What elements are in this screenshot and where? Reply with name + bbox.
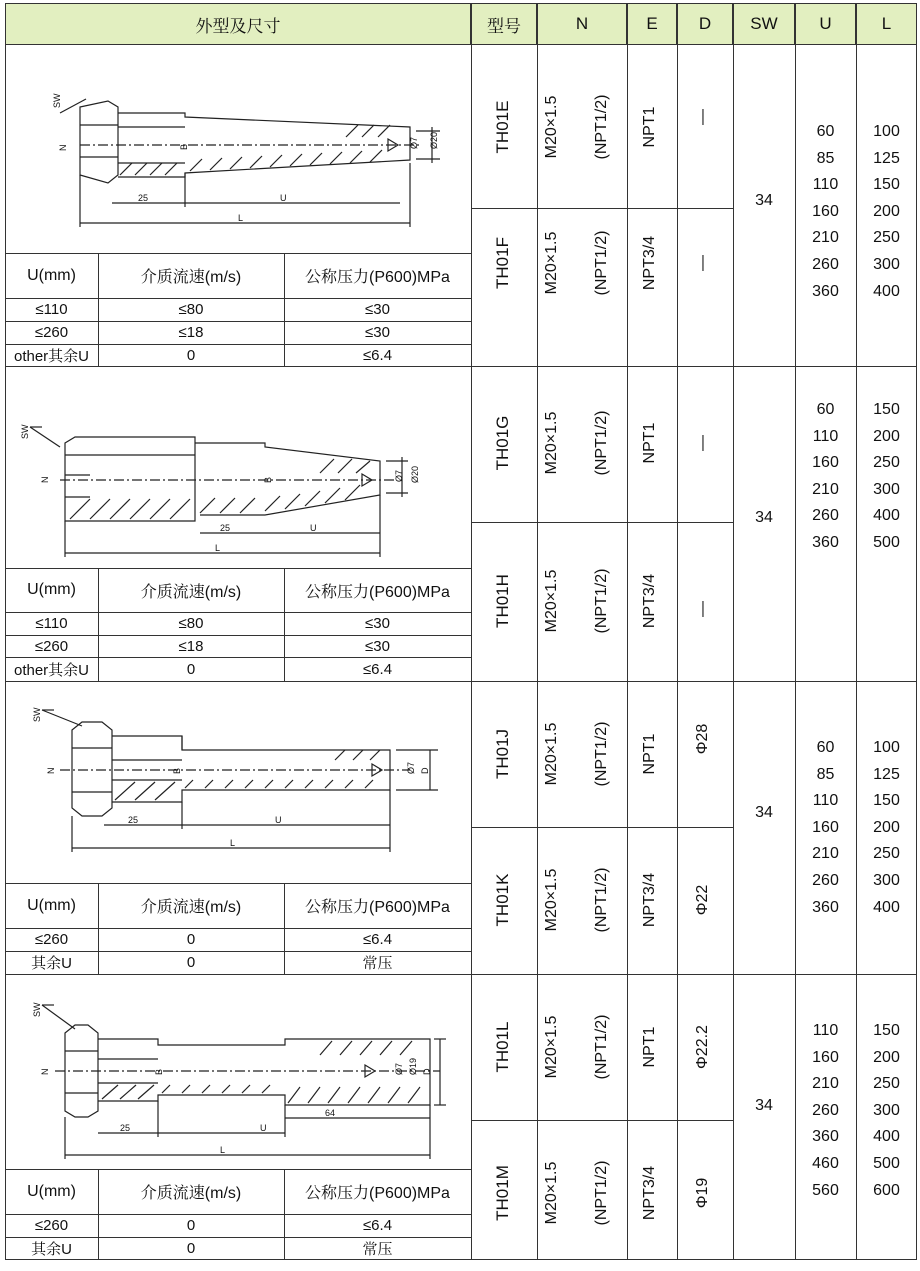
dim-64-label: 64 [325, 1108, 336, 1118]
u-value: 360 [812, 282, 839, 300]
divider [677, 45, 678, 1260]
model-separator [471, 208, 733, 209]
u-value: 260 [812, 871, 839, 889]
l-value: 300 [873, 871, 900, 889]
velocity-row-v: 0 [186, 1217, 196, 1234]
velocity-header-velocity: 介质流速(m/s) [140, 583, 242, 601]
model-d: — [694, 601, 711, 617]
divider [537, 45, 538, 1260]
model-separator [471, 1120, 733, 1121]
l-value-list [856, 397, 917, 557]
l-value: 300 [873, 255, 900, 273]
model-d: — [694, 435, 711, 451]
velocity-row-u: ≤110 [35, 301, 68, 318]
model-e: NPT1 [641, 106, 658, 148]
block-separator [5, 366, 916, 367]
dim-u-label: U [275, 815, 282, 825]
dim-l-label: L [230, 838, 236, 848]
dim-d20-label: Ø20 [429, 131, 439, 149]
velocity-row-v: 0 [186, 660, 196, 678]
u-value: 160 [812, 818, 839, 836]
dim-b-label: B [154, 1068, 164, 1075]
u-value: 260 [812, 507, 839, 525]
velocity-header-pressure: 公称压力(P600)MPa [305, 899, 450, 916]
dim-d7-label: Ø7 [406, 761, 416, 774]
u-value-list [795, 397, 856, 557]
model-n-thread: M20×1.5 [543, 411, 560, 475]
velocity-row-u: other其余U [13, 661, 90, 679]
dim-b-label: B [179, 143, 189, 150]
velocity-row-u: ≤260 [34, 637, 69, 655]
header-l: L [856, 3, 917, 45]
model-name: TH01L [493, 1021, 512, 1073]
dim-sw-label: SW [20, 424, 30, 439]
sw-value: 34 [755, 804, 773, 821]
dim-25-label: 25 [120, 1123, 131, 1133]
l-value: 500 [873, 533, 900, 551]
l-value: 200 [873, 818, 900, 836]
velocity-row-v: 0 [186, 1239, 196, 1257]
u-value-list [795, 119, 856, 305]
velocity-row-p: ≤6.4 [362, 1217, 393, 1234]
border [5, 1259, 916, 1260]
dim-d7-label: Ø7 [394, 1062, 404, 1075]
velocity-row-v: 0 [186, 954, 196, 971]
model-e: NPT3/4 [641, 1165, 658, 1221]
velocity-row-u: ≤260 [34, 931, 69, 948]
velocity-row-v: ≤80 [178, 301, 204, 318]
velocity-row-p: ≤30 [365, 615, 390, 632]
u-value: 210 [812, 229, 839, 247]
velocity-row-p: ≤30 [365, 301, 390, 318]
dim-d-label: D [422, 1068, 432, 1075]
thermowell-drawing-th01j [20, 690, 460, 860]
l-value: 150 [873, 1022, 900, 1039]
u-value: 85 [816, 765, 835, 783]
dim-u-label: U [280, 193, 287, 203]
block-separator [5, 681, 916, 682]
divider [471, 45, 472, 1260]
velocity-row-p: ≤6.4 [362, 660, 393, 678]
model-name: TH01G [493, 415, 512, 471]
model-d: Φ22 [694, 884, 711, 916]
dim-d20-label: Ø20 [410, 465, 420, 483]
model-name: TH01F [493, 237, 512, 289]
model-separator [471, 522, 733, 523]
model-n-thread: M20×1.5 [543, 231, 560, 295]
model-name: TH01M [493, 1165, 512, 1221]
model-d: — [694, 255, 711, 271]
thermowell-drawing-th01e [20, 55, 460, 235]
velocity-header-umm: U(mm) [27, 266, 76, 284]
velocity-header-umm: U(mm) [27, 581, 76, 598]
l-value: 200 [873, 202, 900, 220]
velocity-header-pressure: 公称压力(P600)MPa [305, 583, 450, 601]
l-value-list [856, 1018, 917, 1204]
l-value: 300 [873, 1101, 900, 1119]
header-e: E [627, 3, 677, 45]
velocity-row-v: ≤18 [178, 324, 204, 341]
header-model: 型号 [471, 3, 537, 45]
velocity-row-p: ≤30 [365, 324, 390, 341]
divider [627, 45, 628, 1260]
l-value: 150 [873, 792, 900, 810]
model-n-thread: M20×1.5 [543, 95, 560, 159]
dim-sw-label: SW [32, 1002, 42, 1017]
velocity-header-umm: U(mm) [27, 1182, 76, 1200]
sw-value: 34 [755, 509, 773, 526]
u-value: 60 [816, 739, 835, 756]
u-value-list [795, 1018, 856, 1204]
u-value-list [795, 735, 856, 921]
dim-d19-label: Ø19 [408, 1057, 418, 1075]
l-value: 400 [873, 898, 900, 916]
model-e: NPT3/4 [641, 573, 658, 629]
l-value: 250 [873, 845, 900, 863]
dim-d-label: D [420, 767, 430, 774]
header-n: N [537, 3, 627, 45]
model-n-npt: (NPT1/2) [593, 230, 610, 296]
u-value: 110 [812, 792, 839, 810]
dim-b-label: B [172, 767, 182, 774]
velocity-row-u: 其余U [31, 1240, 72, 1258]
u-value: 210 [812, 480, 839, 498]
model-n-thread: M20×1.5 [543, 569, 560, 633]
u-value: 160 [812, 1048, 839, 1066]
sw-value: 34 [755, 192, 773, 209]
thermowell-drawing-th01l [20, 983, 460, 1163]
velocity-row-p: ≤6.4 [362, 931, 393, 948]
l-value: 100 [873, 739, 900, 756]
velocity-header-pressure: 公称压力(P600)MPa [305, 269, 450, 286]
model-n-thread: M20×1.5 [543, 1161, 560, 1225]
velocity-header-umm: U(mm) [27, 896, 76, 914]
dim-sw-label: SW [52, 93, 62, 108]
u-value: 260 [812, 255, 839, 273]
model-n-npt: (NPT1/2) [593, 1160, 610, 1226]
header-shape-dims: 外型及尺寸 [5, 3, 471, 45]
u-value: 210 [812, 1075, 839, 1093]
velocity-row-u: 其余U [31, 955, 72, 972]
u-value: 160 [812, 202, 839, 220]
header-sw: SW [733, 3, 795, 45]
model-n-npt: (NPT1/2) [593, 94, 610, 160]
dim-l-label: L [238, 213, 244, 223]
u-value: 60 [816, 401, 835, 418]
l-value: 150 [873, 401, 900, 418]
velocity-header-pressure: 公称压力(P600)MPa [305, 1185, 450, 1202]
u-value: 360 [812, 898, 839, 916]
model-n-npt: (NPT1/2) [593, 867, 610, 933]
l-value-list [856, 119, 917, 305]
dim-25-label: 25 [220, 523, 231, 533]
l-value: 200 [873, 427, 900, 445]
model-name: TH01K [493, 873, 512, 927]
dim-u-label: U [310, 523, 317, 533]
header-u: U [795, 3, 856, 45]
velocity-header-velocity: 介质流速(m/s) [140, 899, 242, 916]
l-value: 250 [873, 454, 900, 472]
header-d: D [677, 3, 733, 45]
l-value: 150 [873, 176, 900, 194]
l-value: 400 [873, 507, 900, 525]
l-value: 200 [873, 1048, 900, 1066]
velocity-row-u: ≤260 [34, 324, 69, 341]
velocity-row-v: 0 [186, 346, 196, 364]
model-n-npt: (NPT1/2) [593, 721, 610, 787]
velocity-row-u: ≤110 [35, 615, 68, 632]
u-value: 360 [812, 533, 839, 551]
model-d: — [694, 109, 711, 125]
dim-n-label: N [58, 144, 68, 151]
dim-b-label: B [263, 476, 273, 483]
model-e: NPT1 [641, 1026, 658, 1068]
l-value: 600 [873, 1181, 900, 1199]
velocity-row-p: 常压 [362, 1240, 393, 1258]
velocity-header-velocity: 介质流速(m/s) [140, 1185, 242, 1202]
dim-l-label: L [215, 543, 221, 553]
l-value: 250 [873, 229, 900, 247]
velocity-row-p: ≤30 [365, 637, 390, 655]
velocity-row-v: 0 [186, 931, 196, 948]
model-name: TH01J [493, 728, 512, 780]
dim-d7-label: Ø7 [394, 469, 404, 482]
thermowell-drawing-th01g [10, 375, 460, 565]
u-value: 160 [812, 454, 839, 472]
divider [733, 45, 734, 1260]
velocity-header-velocity: 介质流速(m/s) [140, 269, 242, 286]
dim-n-label: N [46, 767, 56, 774]
model-d: Φ19 [694, 1177, 711, 1209]
model-separator [471, 827, 733, 828]
model-name: TH01E [493, 100, 512, 154]
model-e: NPT3/4 [641, 872, 658, 928]
dim-d7-label: Ø7 [409, 136, 419, 149]
l-value: 300 [873, 480, 900, 498]
u-value: 110 [812, 176, 839, 194]
u-value: 110 [812, 1022, 839, 1039]
l-value-list [856, 735, 917, 921]
model-n-thread: M20×1.5 [543, 1015, 560, 1079]
l-value: 125 [873, 149, 900, 167]
l-value: 400 [873, 282, 900, 300]
model-e: NPT3/4 [641, 235, 658, 291]
u-value: 560 [812, 1181, 839, 1199]
model-n-npt: (NPT1/2) [593, 1014, 610, 1080]
model-n-npt: (NPT1/2) [593, 410, 610, 476]
u-value: 60 [816, 123, 835, 140]
dim-n-label: N [40, 476, 50, 483]
u-value: 260 [812, 1101, 839, 1119]
l-value: 100 [873, 123, 900, 140]
u-value: 360 [812, 1128, 839, 1146]
l-value: 125 [873, 765, 900, 783]
dim-n-label: N [40, 1068, 50, 1075]
u-value: 210 [812, 845, 839, 863]
l-value: 400 [873, 1128, 900, 1146]
u-value: 460 [812, 1154, 839, 1172]
model-n-thread: M20×1.5 [543, 868, 560, 932]
dim-l-label: L [220, 1145, 226, 1155]
model-e: NPT1 [641, 733, 658, 775]
block-separator [5, 974, 916, 975]
model-d: Φ22.2 [694, 1025, 711, 1069]
l-value: 250 [873, 1075, 900, 1093]
sw-value: 34 [755, 1097, 773, 1114]
model-e: NPT1 [641, 422, 658, 464]
velocity-row-u: other其余U [13, 347, 90, 365]
dim-25-label: 25 [128, 815, 139, 825]
model-n-npt: (NPT1/2) [593, 568, 610, 634]
dim-25-label: 25 [138, 193, 149, 203]
velocity-row-u: ≤260 [34, 1217, 69, 1234]
u-value: 85 [816, 149, 835, 167]
model-n-thread: M20×1.5 [543, 722, 560, 786]
u-value: 110 [812, 427, 839, 445]
dim-u-label: U [260, 1123, 267, 1133]
velocity-row-p: 常压 [362, 955, 393, 972]
velocity-row-v: ≤80 [178, 615, 204, 632]
velocity-row-p: ≤6.4 [362, 346, 393, 364]
velocity-row-v: ≤18 [178, 637, 204, 655]
model-name: TH01H [493, 574, 512, 628]
model-d: Φ28 [694, 723, 711, 755]
dim-sw-label: SW [32, 707, 42, 722]
l-value: 500 [873, 1154, 900, 1172]
